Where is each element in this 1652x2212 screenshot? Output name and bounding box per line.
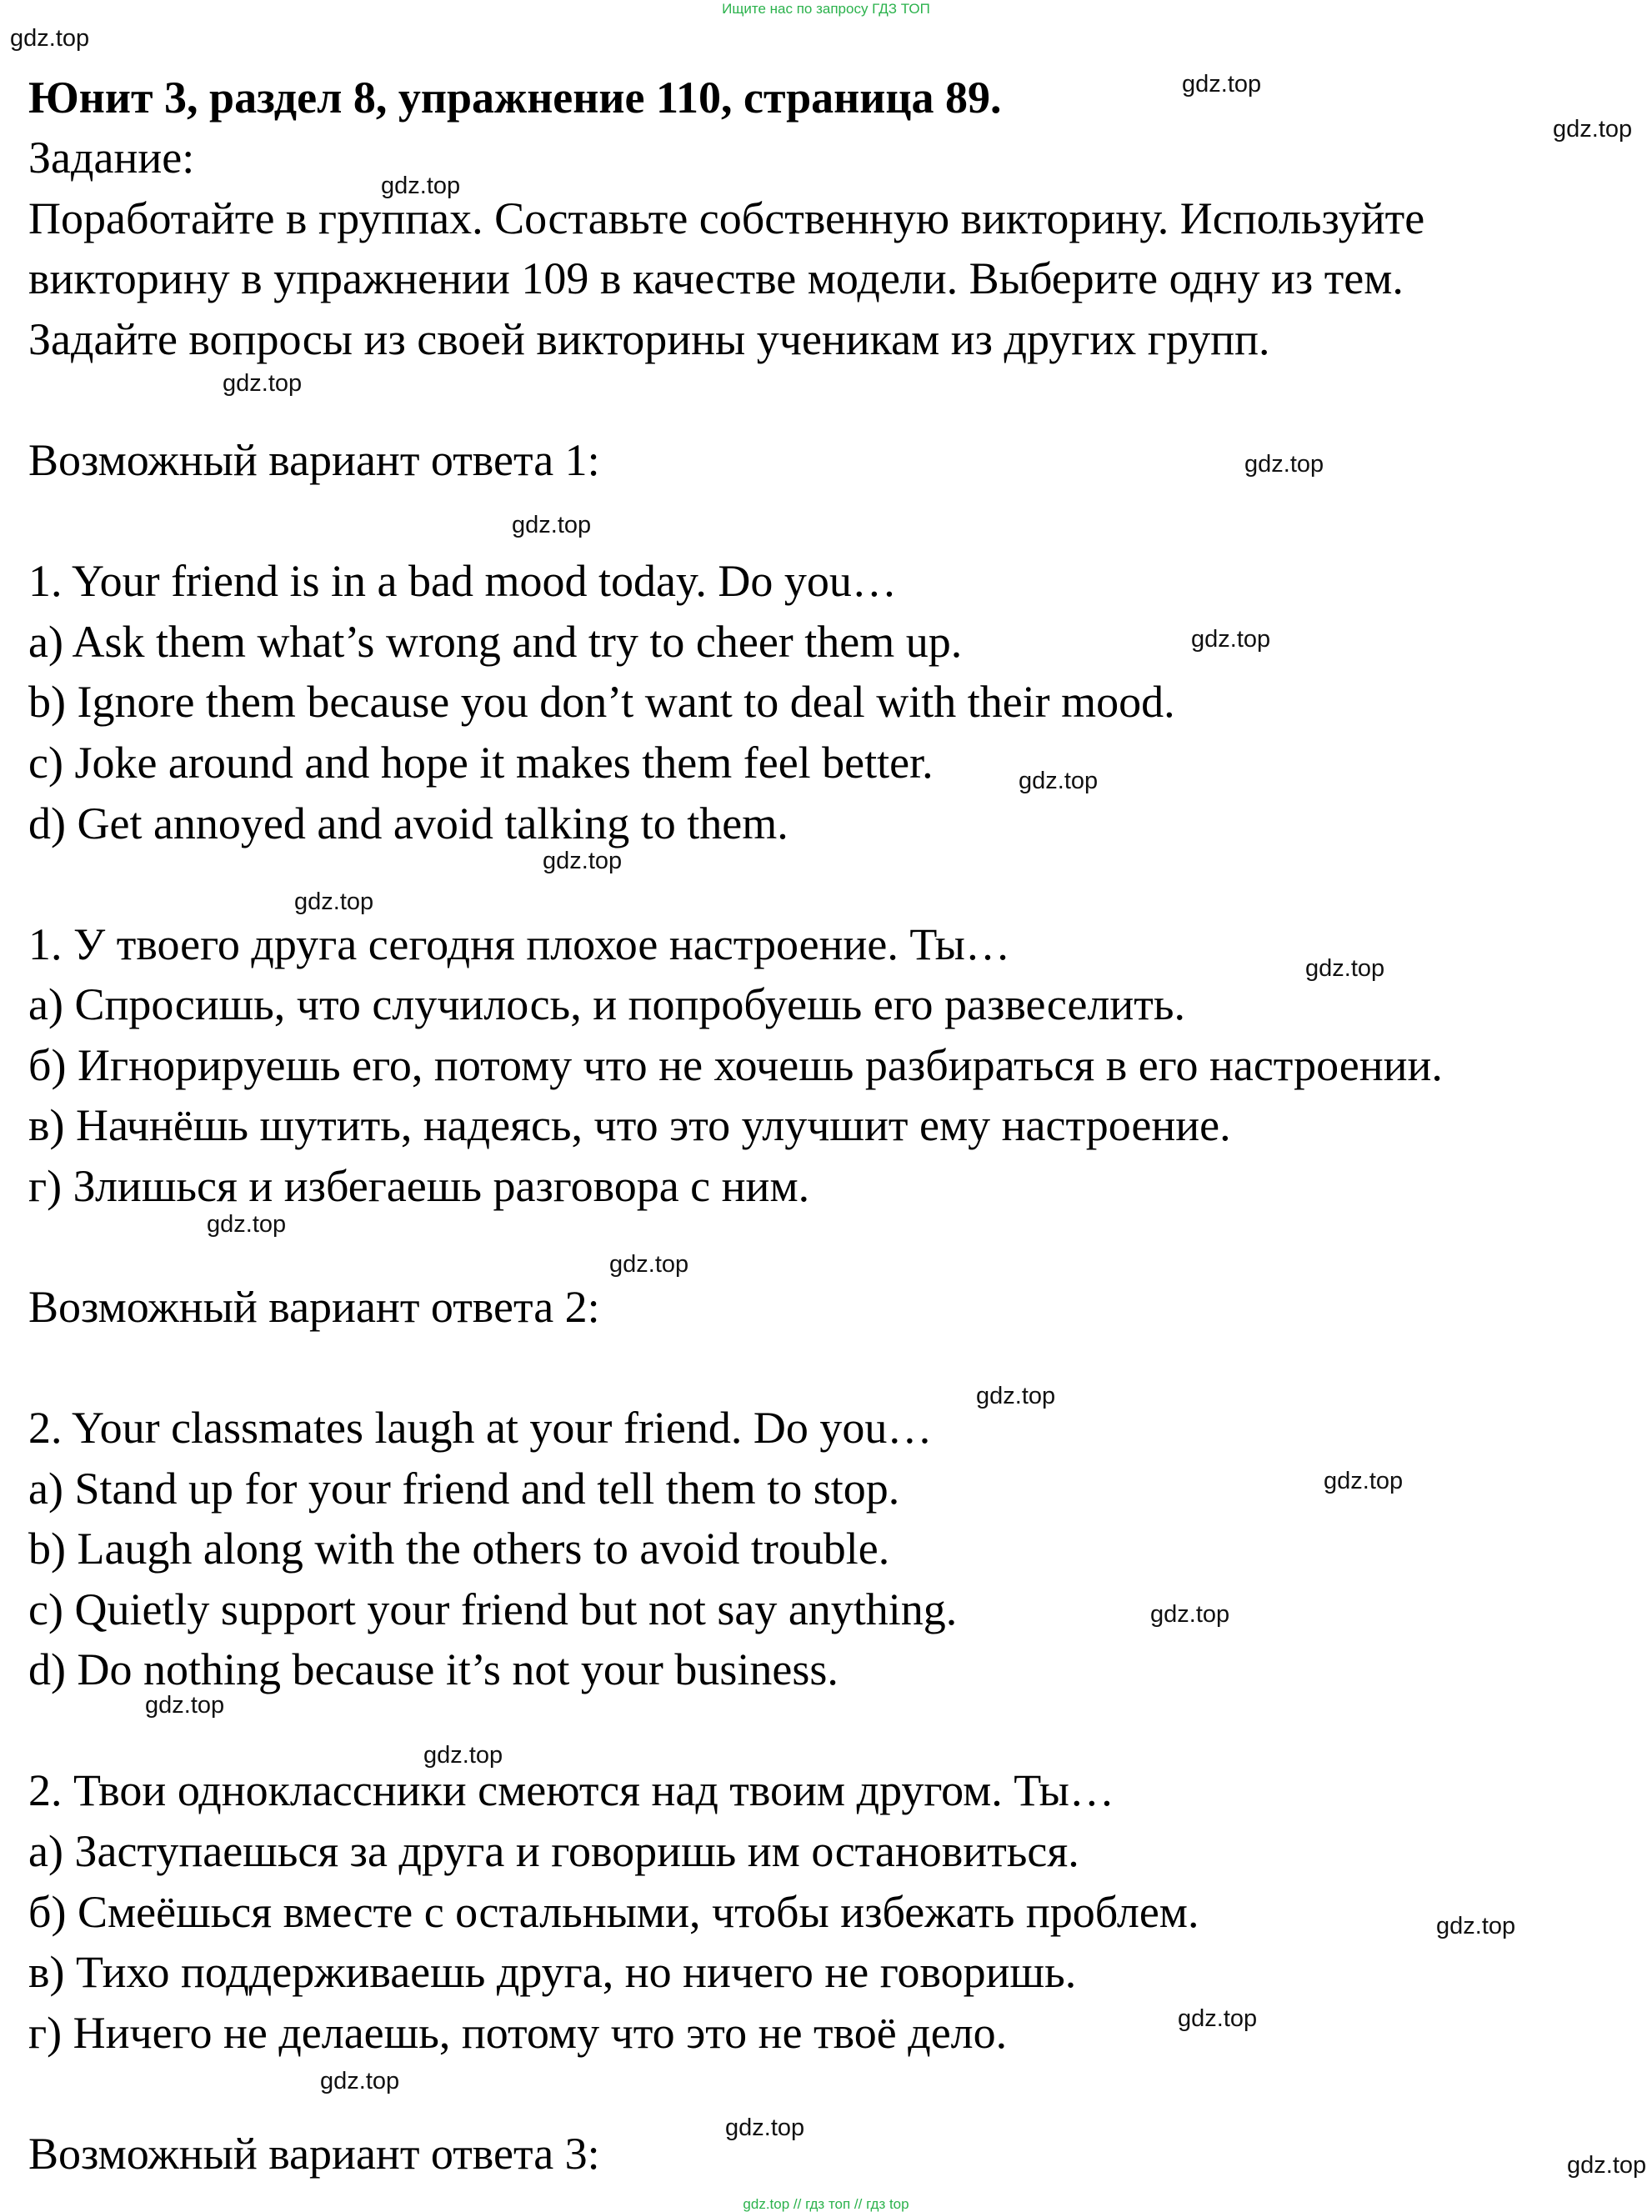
option-line: a) Stand up for your friend and tell them to stop.	[28, 1464, 900, 1514]
question-line: 1. Your friend is in a bad mood today. Do you…	[28, 556, 897, 606]
watermark: gdz.top	[725, 2114, 805, 2141]
option-line: а) Заступаешься за друга и говоришь им остановиться.	[28, 1826, 1079, 1876]
watermark: gdz.top	[543, 848, 623, 874]
watermark: gdz.top	[294, 888, 374, 915]
watermark: gdz.top	[1182, 71, 1262, 98]
answer-heading: Возможный вариант ответа 3:	[28, 2129, 600, 2179]
task-text-line: викторину в упражнении 109 в качестве модели. Выберите одну из тем.	[28, 253, 1404, 303]
option-line: в) Тихо поддерживаешь друга, но ничего не говоришь.	[28, 1947, 1077, 1997]
watermark: gdz.top	[381, 173, 461, 199]
top-banner[interactable]: Ищите нас по запросу ГДЗ ТОП	[722, 1, 930, 17]
option-line: в) Начнёшь шутить, надеясь, что это улучшит ему настроение.	[28, 1100, 1231, 1150]
task-label: Задание:	[28, 133, 195, 183]
watermark: gdz.top	[207, 1211, 287, 1238]
option-line: c) Quietly support your friend but not say anything.	[28, 1584, 958, 1634]
option-line: г) Ничего не делаешь, потому что это не твоё дело.	[28, 2008, 1008, 2058]
option-line: б) Игнорируешь его, потому что не хочешь разбираться в его настроении.	[28, 1040, 1443, 1090]
bottom-banner[interactable]: gdz.top // гдз топ // гдз top	[743, 2196, 909, 2212]
watermark: gdz.top	[223, 370, 303, 397]
watermark: gdz.top	[145, 1692, 225, 1719]
watermark: gdz.top	[1019, 768, 1099, 794]
watermark: gdz.top	[1305, 955, 1385, 982]
watermark: gdz.top	[1150, 1601, 1230, 1628]
task-text-line: Поработайте в группах. Составьте собственную викторину. Используйте	[28, 193, 1425, 243]
watermark: gdz.top	[512, 512, 592, 538]
option-line: c) Joke around and hope it makes them feel better.	[28, 738, 934, 788]
watermark: gdz.top	[10, 25, 90, 52]
watermark: gdz.top	[1553, 116, 1633, 143]
watermark: gdz.top	[1324, 1468, 1404, 1494]
watermark: gdz.top	[1567, 2152, 1647, 2179]
answer-heading: Возможный вариант ответа 1:	[28, 435, 600, 485]
watermark: gdz.top	[320, 2068, 400, 2094]
question-line: 2. Your classmates laugh at your friend. Do you…	[28, 1403, 933, 1453]
question-line: 2. Твои одноклассники смеются над твоим другом. Ты…	[28, 1765, 1114, 1815]
watermark: gdz.top	[1436, 1913, 1516, 1939]
page-title: Юнит 3, раздел 8, упражнение 110, страница 89.	[28, 73, 1002, 123]
option-line: a) Ask them what’s wrong and try to cheer them up.	[28, 617, 963, 667]
watermark: gdz.top	[1178, 2005, 1258, 2032]
option-line: b) Laugh along with the others to avoid trouble.	[28, 1524, 890, 1574]
watermark: gdz.top	[423, 1742, 503, 1769]
option-line: b) Ignore them because you don’t want to deal with their mood.	[28, 677, 1175, 727]
option-line: б) Смеёшься вместе с остальными, чтобы избежать проблем.	[28, 1887, 1199, 1937]
option-line: d) Get annoyed and avoid talking to them.	[28, 798, 788, 848]
question-line: 1. У твоего друга сегодня плохое настроение. Ты…	[28, 919, 1010, 969]
task-text-line: Задайте вопросы из своей викторины ученикам из других групп.	[28, 314, 1270, 364]
watermark: gdz.top	[1191, 626, 1271, 653]
watermark: gdz.top	[976, 1383, 1056, 1409]
option-line: г) Злишься и избегаешь разговора с ним.	[28, 1161, 810, 1211]
option-line: d) Do nothing because it’s not your business.	[28, 1644, 839, 1694]
answer-heading: Возможный вариант ответа 2:	[28, 1282, 600, 1332]
watermark: gdz.top	[1244, 451, 1324, 478]
option-line: а) Спросишь, что случилось, и попробуешь его развеселить.	[28, 979, 1185, 1029]
watermark: gdz.top	[609, 1251, 689, 1278]
